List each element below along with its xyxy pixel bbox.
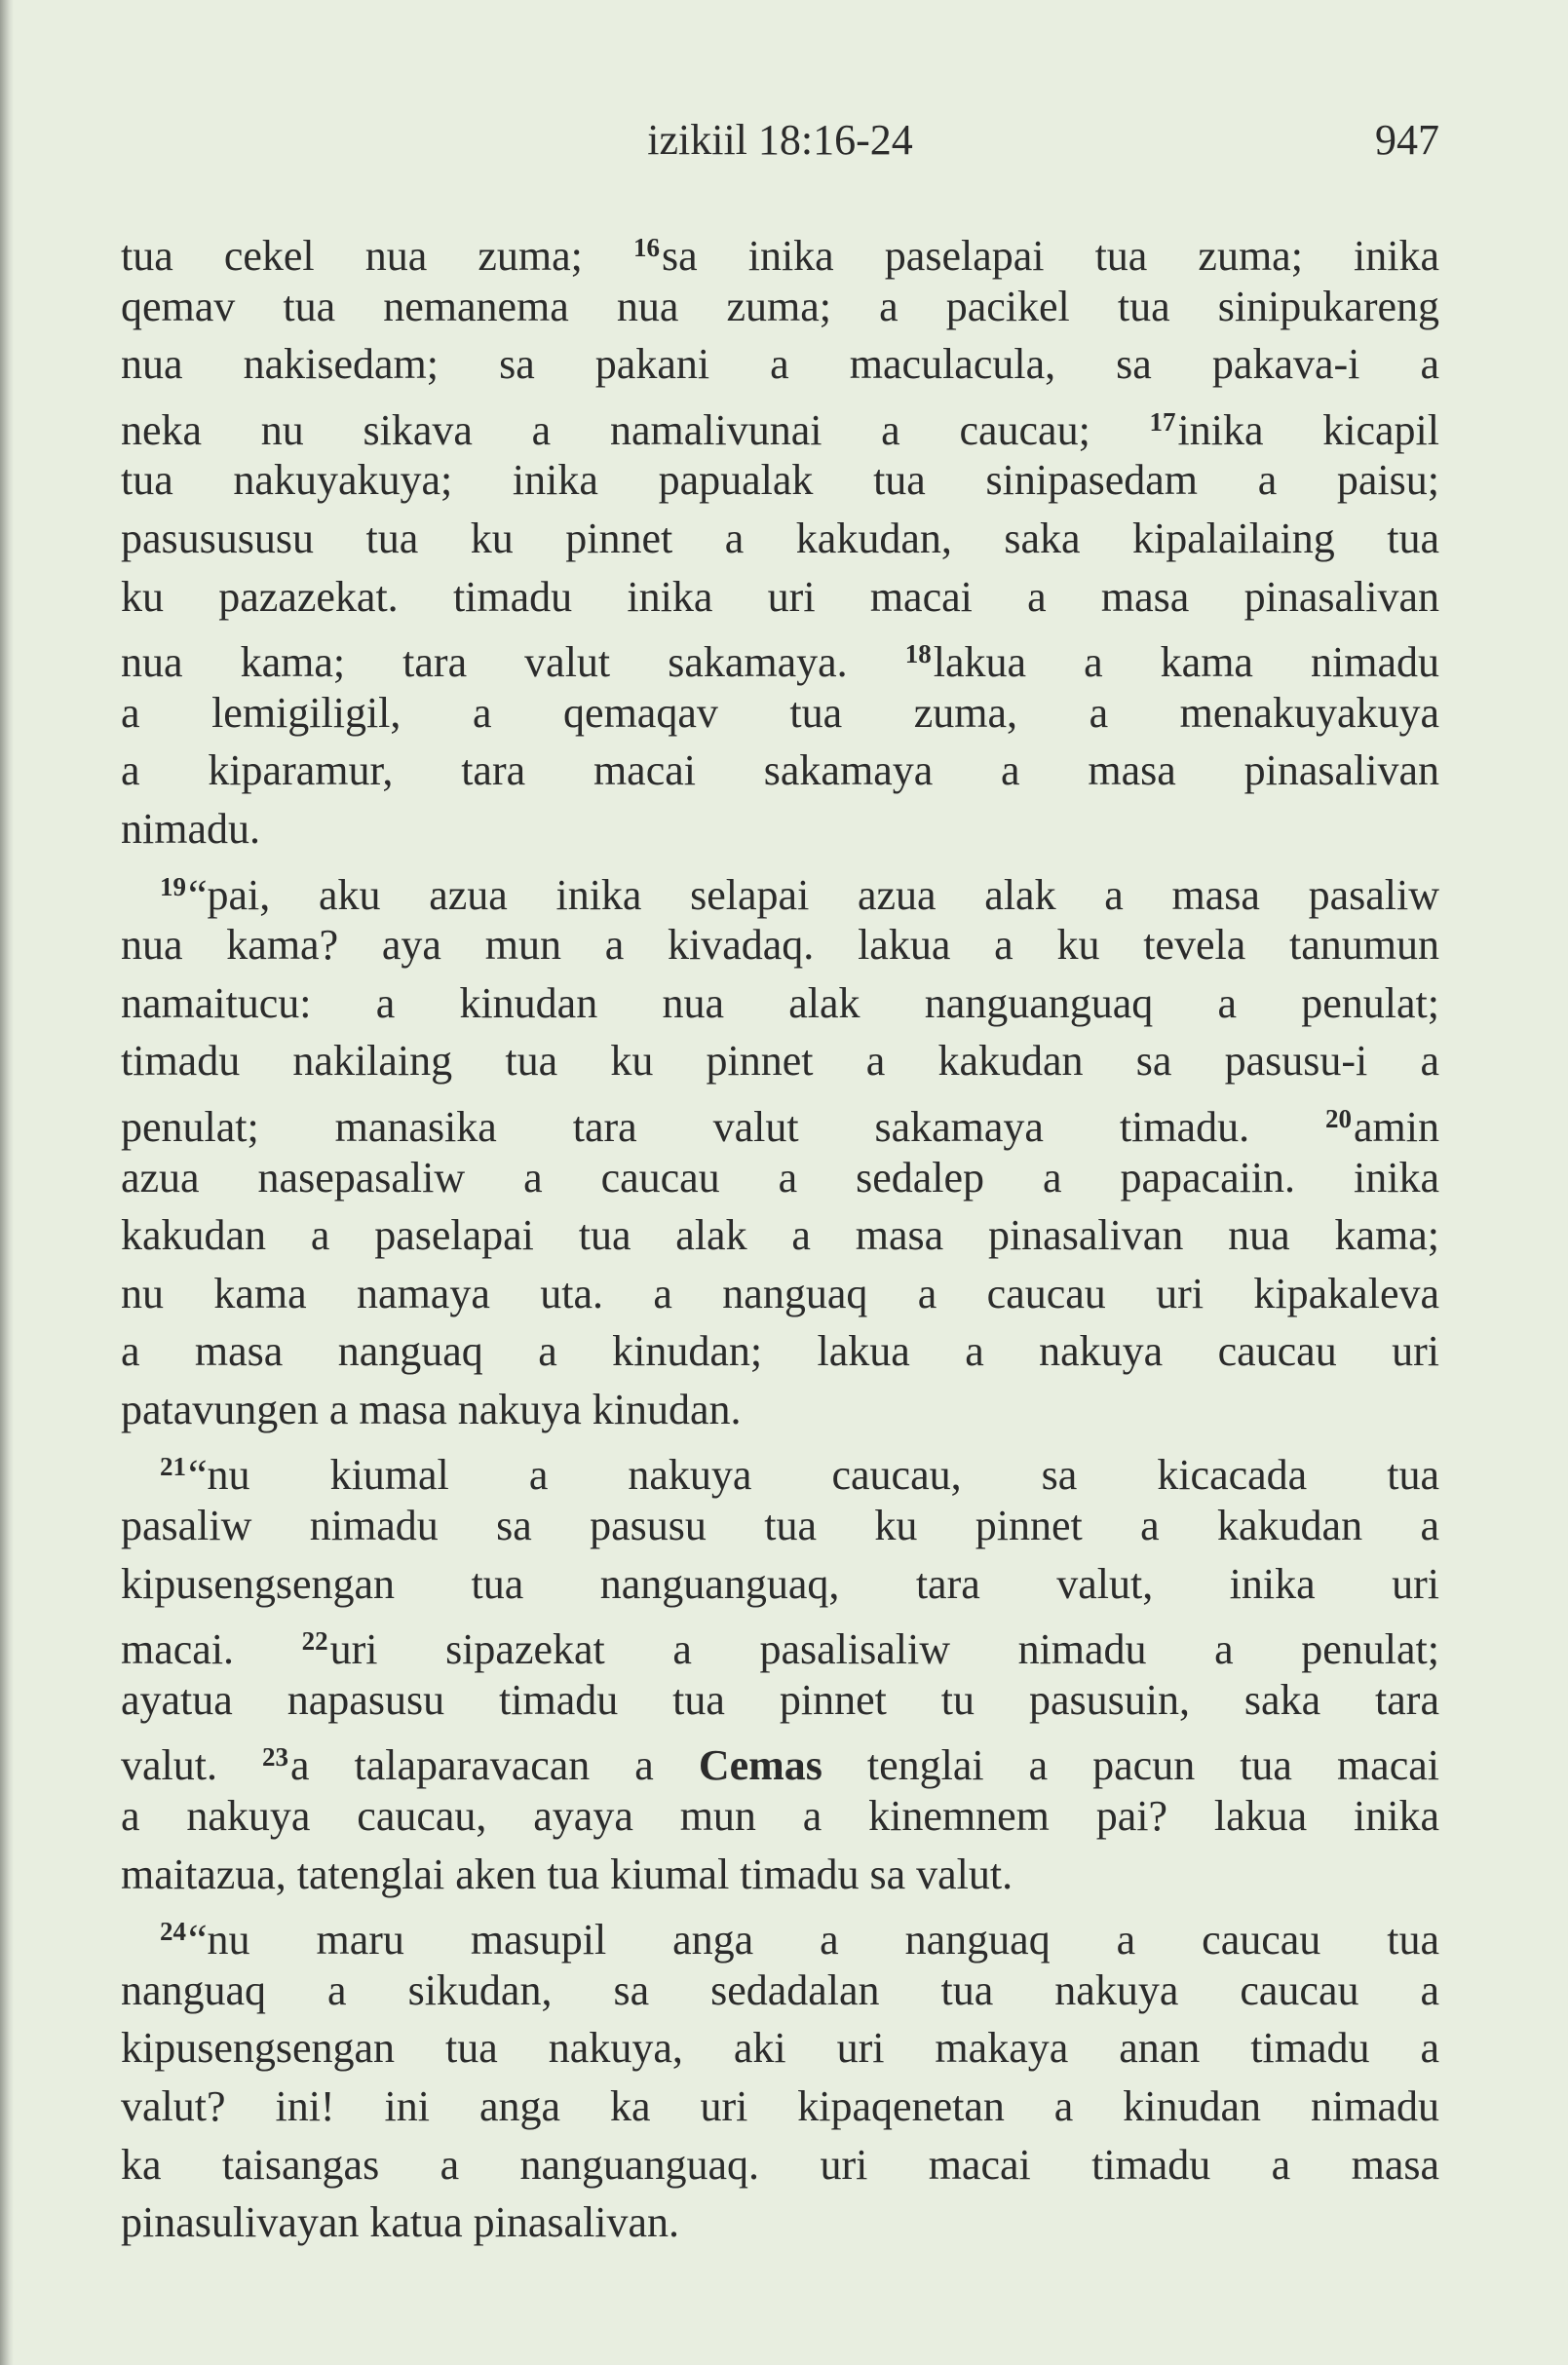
text-segment: valut? ini! ini anga ka uri kipaqenetan a kinudan nimadu <box>121 2082 1439 2130</box>
page-header <box>121 115 1439 173</box>
text-segment: “pai, aku azua inika selapai azua alak a masa pasaliw <box>188 870 1439 919</box>
text-line <box>121 568 1439 627</box>
body-text <box>121 219 1439 2252</box>
text-segment: nu kama namaya uta. a nanguaq a caucau uri kipakaleva <box>121 1269 1439 1317</box>
text-segment: “nu maru masupil anga a nanguaq a caucau tua <box>188 1916 1439 1964</box>
text-line <box>121 510 1439 568</box>
text-segment: sa inika paselapai tua zuma; inika <box>661 232 1440 280</box>
text-line <box>121 1032 1439 1090</box>
text-line <box>121 684 1439 743</box>
text-line <box>121 1846 1439 1904</box>
text-segment: “nu kiumal a nakuya caucau, sa kicacada tua <box>188 1451 1439 1500</box>
text-segment: neka nu sikava a namalivunai a caucau; <box>121 405 1150 454</box>
text-line <box>121 1265 1439 1323</box>
verse-number: 20 <box>1325 1103 1353 1133</box>
text-segment: ayatua napasusu timadu tua pinnet tu pasusuin, saka tara <box>121 1675 1439 1724</box>
text-line <box>121 1206 1439 1265</box>
verse-number: 18 <box>904 639 932 669</box>
text-segment: pinasulivayan katua pinasalivan. <box>121 2198 680 2247</box>
text-line <box>121 2078 1439 2136</box>
text-segment: a masa nanguaq a kinudan; lakua a nakuya caucau uri <box>121 1327 1439 1376</box>
text-line <box>121 626 1439 687</box>
page-edge <box>0 0 14 2365</box>
verse-number: 19 <box>160 871 186 901</box>
verse-number: 23 <box>261 1742 288 1773</box>
text-segment: uri sipazekat a pasalisaliw nimadu a penulat; <box>329 1625 1439 1674</box>
text-line <box>121 1555 1439 1614</box>
text-segment: pasusususu tua ku pinnet a kakudan, saka kipalailaing tua <box>121 514 1439 562</box>
text-line <box>121 2193 1439 2252</box>
text-segment: ka taisangas a nanguanguaq. uri macai timadu a masa <box>121 2140 1439 2189</box>
text-line <box>121 858 1439 917</box>
text-segment: kakudan a paselapai tua alak a masa pinasalivan nua kama; <box>121 1211 1439 1260</box>
text-segment: macai. <box>121 1625 302 1674</box>
text-segment: nanguaq a sikudan, sa sedadalan tua nakuya caucau a <box>121 1965 1439 2014</box>
text-segment: nua kama; tara valut sakamaya. <box>121 638 905 687</box>
verse-number: 16 <box>632 233 660 262</box>
text-segment: maitazua, tatenglai aken tua kiumal timadu sa valut. <box>121 1850 1013 1898</box>
text-line <box>121 742 1439 800</box>
text-segment: nua nakisedam; sa pakani a maculacula, sa pakava-i a <box>121 340 1439 389</box>
text-line <box>121 1613 1439 1674</box>
text-segment: pasaliw nimadu sa pasusu tua ku pinnet a kakudan a <box>121 1502 1439 1550</box>
text-line <box>121 278 1439 336</box>
text-line <box>121 1438 1439 1500</box>
text-segment: tua nakuyakuya; inika papualak tua sinipasedam a paisu; <box>121 456 1439 505</box>
text-segment: nimadu. <box>121 804 260 853</box>
verse-number: 17 <box>1149 406 1176 437</box>
text-line <box>121 1090 1439 1149</box>
text-segment: patavungen a masa nakuya kinudan. <box>121 1385 742 1433</box>
text-segment: qemav tua nemanema nua zuma; a pacikel tua sinipukareng <box>121 282 1439 330</box>
text-line <box>121 1497 1439 1555</box>
running-title: izikiil 18:16-24 <box>647 116 913 164</box>
text-segment: azua nasepasaliw a caucau a sedalep a papacaiin. inika <box>121 1153 1439 1202</box>
text-segment: a talaparavacan a <box>289 1741 699 1790</box>
text-line <box>121 800 1439 858</box>
text-segment: tua cekel nua zuma; <box>121 232 633 280</box>
text-segment: timadu nakilaing tua ku pinnet a kakudan sa pasusu-i a <box>121 1037 1439 1086</box>
text-line <box>121 2136 1439 2194</box>
verse-number: 22 <box>301 1626 328 1657</box>
text-segment: kipusengsengan tua nakuya, aki uri makaya anan timadu a <box>121 2024 1439 2073</box>
text-segment: tenglai a pacun tua macai <box>822 1741 1439 1790</box>
text-segment: valut. <box>121 1741 262 1790</box>
text-line <box>121 974 1439 1033</box>
verse-number: 24 <box>160 1917 186 1947</box>
text-line <box>121 335 1439 394</box>
page-number: 947 <box>1375 116 1439 164</box>
text-line <box>121 219 1439 278</box>
text-line <box>121 2019 1439 2078</box>
text-line <box>121 1322 1439 1381</box>
text-line <box>121 451 1439 510</box>
text-segment: nua kama? aya mun a kivadaq. lakua a ku tevela tanumun <box>121 921 1439 970</box>
text-segment: inika kicapil <box>1177 405 1439 454</box>
text-line <box>121 916 1439 974</box>
text-segment: a lemigiligil, a qemaqav tua zuma, a menakuyakuya <box>121 688 1439 737</box>
verse-number: 21 <box>160 1452 186 1482</box>
text-segment: lakua a kama nimadu <box>933 638 1439 687</box>
text-line <box>121 1671 1439 1730</box>
text-segment: kipusengsengan tua nanguanguaq, tara valut, inika uri <box>121 1559 1439 1608</box>
text-line <box>121 1149 1439 1207</box>
text-segment: amin <box>1354 1102 1439 1151</box>
text-line <box>121 1962 1439 2020</box>
text-line <box>121 1381 1439 1439</box>
text-segment: penulat; manasika tara valut sakamaya timadu. <box>121 1102 1326 1151</box>
text-segment: a kiparamur, tara macai sakamaya a masa pinasalivan <box>121 746 1439 795</box>
text-segment: namaitucu: a kinudan nua alak nanguanguaq a penulat; <box>121 978 1439 1027</box>
text-segment: a nakuya caucau, ayaya mun a kinemnem pai? lakua inika <box>121 1792 1439 1841</box>
bold-word: Cemas <box>698 1741 822 1790</box>
text-line <box>121 1903 1439 1962</box>
text-line <box>121 1729 1439 1790</box>
text-segment: ku pazazekat. timadu inika uri macai a masa pinasalivan <box>121 572 1439 621</box>
text-line <box>121 1787 1439 1846</box>
text-line <box>121 394 1439 452</box>
